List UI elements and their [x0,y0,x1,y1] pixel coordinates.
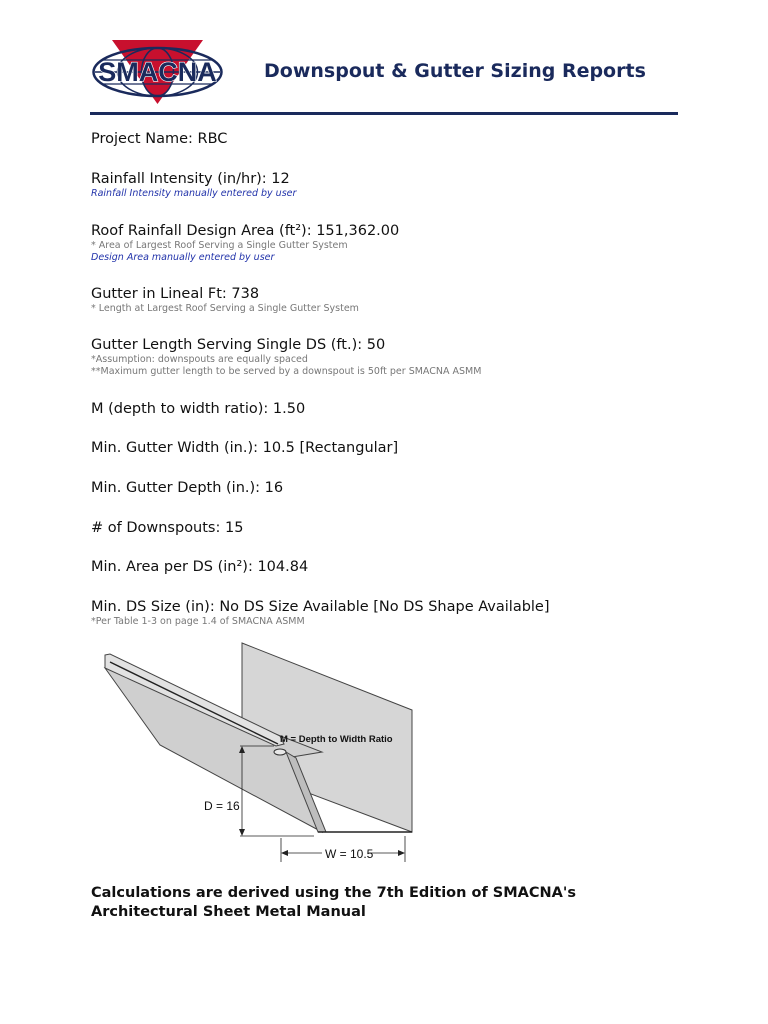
gutter-length-assumption-note: *Assumption: downspouts are equally spaced [91,354,308,365]
footer-line-1: Calculations are derived using the 7th Edition of SMACNA's [91,885,576,901]
gutter-length-ds: Gutter Length Serving Single DS (ft.): 50 [91,337,386,353]
rainfall-intensity-note: Rainfall Intensity manually entered by user [91,188,297,199]
logo-text: SMACNA [98,57,217,87]
report-title: Downspout & Gutter Sizing Reports [264,60,646,82]
design-area: Roof Rainfall Design Area (ft²): 151,362.00 [91,223,400,239]
smacna-logo [90,36,225,108]
m-ratio: M (depth to width ratio): 1.50 [91,401,306,417]
design-area-note: * Area of Largest Roof Serving a Single Gutter System [91,240,348,251]
min-ds-size: Min. DS Size (in): No DS Size Available [No DS Shape Available] [91,599,550,615]
project-name: Project Name: RBC [91,131,228,147]
ratio-label: M = Depth to Width Ratio [280,734,393,745]
gutter-length-max-note: **Maximum gutter length to be served by a downspout is 50ft per SMACNA ASMM [91,366,482,377]
footer-line-2: Architectural Sheet Metal Manual [91,904,366,920]
min-gutter-depth: Min. Gutter Depth (in.): 16 [91,480,284,496]
rainfall-intensity: Rainfall Intensity (in/hr): 12 [91,171,290,187]
depth-label: D = 16 [204,799,240,813]
min-gutter-width: Min. Gutter Width (in.): 10.5 [Rectangular] [91,440,399,456]
min-ds-size-note: *Per Table 1-3 on page 1.4 of SMACNA ASMM [91,616,305,627]
footer-note [91,884,651,922]
design-area-manual-note: Design Area manually entered by user [91,252,275,263]
report-header [90,30,678,115]
gutter-lineal-ft: Gutter in Lineal Ft: 738 [91,286,260,302]
min-area-per-ds: Min. Area per DS (in²): 104.84 [91,559,309,575]
num-downspouts: # of Downspouts: 15 [91,520,244,536]
width-label: W = 10.5 [325,847,374,861]
gutter-diagram [100,640,420,870]
gutter-lineal-note: * Length at Largest Roof Serving a Single Gutter System [91,303,359,314]
